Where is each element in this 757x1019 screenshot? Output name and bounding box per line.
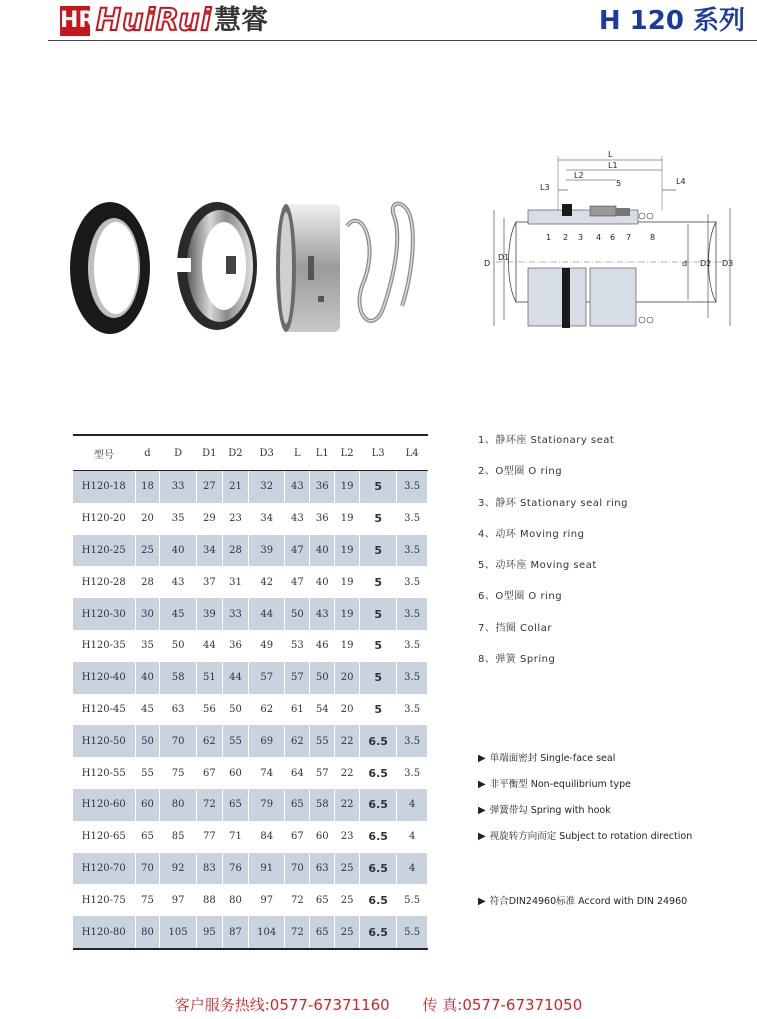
table-row	[73, 757, 428, 789]
table-cell: 50	[135, 725, 160, 757]
table-cell: 21	[222, 471, 248, 503]
part-number-8: 8	[650, 233, 656, 242]
dim-label-L: L	[608, 150, 613, 159]
table-body	[73, 471, 428, 949]
table-cell: 19	[335, 503, 360, 535]
table-cell: 80	[135, 916, 160, 949]
fax-text: 传 真:0577-67371050	[422, 996, 583, 1014]
table-cell: 69	[249, 725, 285, 757]
table-cell: 60	[222, 757, 248, 789]
table-cell: 25	[335, 853, 360, 885]
table-cell: 58	[310, 789, 335, 821]
table-cell: 3.5	[397, 662, 428, 694]
table-cell: 33	[160, 471, 196, 503]
table-cell: 77	[196, 821, 222, 853]
part-item-2: 2、O型圈 O ring	[478, 466, 563, 478]
table-cell: 40	[135, 662, 160, 694]
table-cell: H120-35	[73, 630, 135, 662]
table-cell: 3.5	[397, 566, 428, 598]
table-cell: 29	[196, 503, 222, 535]
triangle-bullet-icon: ▶	[478, 805, 486, 816]
part-item-6: 6、O型圈 O ring	[478, 591, 563, 603]
table-cell: 87	[222, 916, 248, 949]
table-cell: 55	[135, 757, 160, 789]
table-cell: 42	[249, 566, 285, 598]
table-cell: 19	[335, 535, 360, 567]
table-cell: 22	[335, 725, 360, 757]
feature-text: 弹簧带勾 Spring with hook	[489, 805, 611, 816]
table-cell: H120-60	[73, 789, 135, 821]
table-cell: 6.5	[360, 725, 397, 757]
features-list	[478, 752, 753, 856]
table-cell: H120-18	[73, 471, 135, 503]
technical-drawing	[466, 150, 736, 335]
feature-text: 非平衡型 Non-equilibrium type	[489, 779, 631, 790]
table-cell: 43	[285, 503, 310, 535]
table-cell: 47	[285, 566, 310, 598]
table-cell: 5	[360, 662, 397, 694]
table-cell: 92	[160, 853, 196, 885]
part-number-1: 1	[546, 233, 552, 242]
table-cell: H120-20	[73, 503, 135, 535]
table-cell: 35	[135, 630, 160, 662]
part-number-7: 7	[626, 233, 632, 242]
dim-label-D3: D3	[722, 259, 734, 268]
table-cell: 70	[285, 853, 310, 885]
table-cell: 67	[285, 821, 310, 853]
table-cell: 57	[310, 757, 335, 789]
table-cell: 23	[222, 503, 248, 535]
table-cell: 58	[160, 662, 196, 694]
table-cell: 70	[160, 725, 196, 757]
logo-mark: HR	[60, 6, 90, 36]
dim-label-D1: D1	[498, 253, 510, 262]
rubber-ring-image	[70, 202, 150, 334]
table-cell: 37	[196, 566, 222, 598]
table-cell: 6.5	[360, 884, 397, 916]
table-cell: 4	[397, 789, 428, 821]
table-cell: H120-40	[73, 662, 135, 694]
table-cell: 72	[285, 916, 310, 949]
part-number-5: 5	[616, 179, 622, 188]
feature-text: 单端面密封 Single-face seal	[489, 753, 616, 764]
table-cell: H120-65	[73, 821, 135, 853]
table-cell: 31	[222, 566, 248, 598]
table-cell: 6.5	[360, 821, 397, 853]
slotted-ring-image	[177, 202, 257, 330]
table-cell: H120-30	[73, 598, 135, 630]
table-row	[73, 853, 428, 885]
parts-list	[478, 434, 748, 684]
table-cell: 36	[310, 503, 335, 535]
table-row	[73, 535, 428, 567]
table-cell: 18	[135, 471, 160, 503]
table-row	[73, 821, 428, 853]
table-cell: 50	[222, 694, 248, 726]
table-cell: 25	[135, 535, 160, 567]
table-cell: 62	[285, 725, 310, 757]
dim-label-d: d	[682, 259, 688, 268]
table-cell: 56	[196, 694, 222, 726]
dim-label-L4: L4	[676, 177, 686, 186]
spec-table	[73, 434, 428, 950]
table-cell: 65	[310, 884, 335, 916]
table-cell: 47	[285, 535, 310, 567]
table-cell: 62	[196, 725, 222, 757]
col-header-D: D	[160, 435, 196, 471]
table-row	[73, 916, 428, 949]
feature-item	[478, 752, 753, 778]
table-cell: 63	[310, 853, 335, 885]
table-row	[73, 566, 428, 598]
table-cell: 57	[285, 662, 310, 694]
triangle-bullet-icon: ▶	[478, 831, 486, 842]
table-cell: 46	[310, 630, 335, 662]
table-cell: H120-25	[73, 535, 135, 567]
table-cell: 33	[222, 598, 248, 630]
part-number-2: 2	[563, 233, 569, 242]
table-cell: 80	[222, 884, 248, 916]
table-cell: 44	[249, 598, 285, 630]
table-cell: 35	[160, 503, 196, 535]
table-cell: 70	[135, 853, 160, 885]
table-cell: 32	[249, 471, 285, 503]
table-cell: 65	[222, 789, 248, 821]
table-cell: 34	[249, 503, 285, 535]
part-item-7: 7、挡圈 Collar	[478, 622, 552, 634]
table-cell: 5	[360, 630, 397, 662]
table-cell: 3.5	[397, 630, 428, 662]
table-cell: 65	[285, 789, 310, 821]
table-cell: 72	[285, 884, 310, 916]
table-cell: 25	[335, 916, 360, 949]
feature-item	[478, 830, 753, 856]
part-item-5: 5、动环座 Moving seat	[478, 560, 597, 572]
product-photo	[62, 186, 422, 346]
table-row	[73, 694, 428, 726]
table-cell: 19	[335, 598, 360, 630]
table-cell: 83	[196, 853, 222, 885]
table-cell: 50	[285, 598, 310, 630]
table-cell: 97	[160, 884, 196, 916]
table-cell: 3.5	[397, 535, 428, 567]
part-number-4: 4	[596, 233, 602, 242]
table-header-row	[73, 435, 428, 471]
table-cell: 20	[135, 503, 160, 535]
table-cell: 63	[160, 694, 196, 726]
col-header-L1: L1	[310, 435, 335, 471]
part-number-6: 6	[610, 233, 616, 242]
table-cell: 60	[310, 821, 335, 853]
col-header-L: L	[285, 435, 310, 471]
brand-name-en: HuiRui	[96, 3, 212, 38]
table-cell: 28	[222, 535, 248, 567]
table-cell: 3.5	[397, 694, 428, 726]
col-header-L2: L2	[335, 435, 360, 471]
col-header-D2: D2	[222, 435, 248, 471]
table-cell: 62	[249, 694, 285, 726]
table-cell: 43	[160, 566, 196, 598]
table-cell: 65	[310, 916, 335, 949]
table-cell: 44	[222, 662, 248, 694]
table-cell: 54	[310, 694, 335, 726]
dim-label-D2: D2	[700, 259, 712, 268]
table-cell: 75	[135, 884, 160, 916]
table-row	[73, 598, 428, 630]
table-row	[73, 471, 428, 503]
table-cell: H120-28	[73, 566, 135, 598]
table-cell: 39	[196, 598, 222, 630]
table-cell: 45	[160, 598, 196, 630]
table-cell: 71	[222, 821, 248, 853]
triangle-bullet-icon: ▶	[478, 779, 486, 790]
table-cell: 55	[310, 725, 335, 757]
table-cell: 74	[249, 757, 285, 789]
table-cell: 23	[335, 821, 360, 853]
part-item-8: 8、弹簧 Spring	[478, 654, 556, 666]
table-cell: 88	[196, 884, 222, 916]
table-cell: 5	[360, 471, 397, 503]
table-cell: 80	[160, 789, 196, 821]
series-title: H 120 系列	[598, 6, 745, 36]
table-cell: 19	[335, 630, 360, 662]
table-cell: 5.5	[397, 916, 428, 949]
table-cell: 5	[360, 535, 397, 567]
dim-label-L2: L2	[574, 171, 584, 180]
table-cell: H120-50	[73, 725, 135, 757]
table-cell: 5	[360, 694, 397, 726]
table-cell: 104	[249, 916, 285, 949]
table-cell: 61	[285, 694, 310, 726]
table-cell: 39	[249, 535, 285, 567]
table-cell: 30	[135, 598, 160, 630]
standard-note	[478, 893, 687, 907]
hotline-text: 客户服务热线:0577-67371160	[174, 996, 390, 1014]
table-row	[73, 662, 428, 694]
table-cell: 6.5	[360, 757, 397, 789]
table-cell: 6.5	[360, 916, 397, 949]
col-header-d: d	[135, 435, 160, 471]
part-item-3: 3、静环 Stationary seal ring	[478, 497, 628, 509]
table-cell: 40	[160, 535, 196, 567]
dim-label-D: D	[484, 259, 491, 268]
table-cell: 5.5	[397, 884, 428, 916]
table-cell: 60	[135, 789, 160, 821]
table-cell: 53	[285, 630, 310, 662]
table-row	[73, 789, 428, 821]
table-cell: 105	[160, 916, 196, 949]
table-cell: 4	[397, 821, 428, 853]
table-cell: 28	[135, 566, 160, 598]
table-cell: H120-55	[73, 757, 135, 789]
table-row	[73, 630, 428, 662]
table-cell: 6.5	[360, 789, 397, 821]
table-cell: 64	[285, 757, 310, 789]
table-cell: 40	[310, 535, 335, 567]
table-cell: 5	[360, 503, 397, 535]
spring-image	[347, 204, 413, 321]
col-header-D3: D3	[249, 435, 285, 471]
table-cell: 44	[196, 630, 222, 662]
table-cell: 49	[249, 630, 285, 662]
table-cell: 75	[160, 757, 196, 789]
header-divider	[48, 40, 757, 41]
table-cell: H120-80	[73, 916, 135, 949]
table-cell: H120-45	[73, 694, 135, 726]
standard-text: 符合DIN24960标准 Accord with DIN 24960	[489, 896, 688, 907]
table-row	[73, 503, 428, 535]
table-cell: 67	[196, 757, 222, 789]
table-cell: 43	[285, 471, 310, 503]
col-header-L4: L4	[397, 435, 428, 471]
table-cell: 3.5	[397, 598, 428, 630]
table-cell: 65	[135, 821, 160, 853]
page-header	[0, 0, 757, 44]
table-row	[73, 725, 428, 757]
table-cell: 84	[249, 821, 285, 853]
table-cell: 25	[335, 884, 360, 916]
table-row	[73, 884, 428, 916]
feature-item	[478, 804, 753, 830]
table-cell: 36	[222, 630, 248, 662]
table-cell: 57	[249, 662, 285, 694]
table-cell: 3.5	[397, 725, 428, 757]
table-cell: 3.5	[397, 757, 428, 789]
table-cell: 6.5	[360, 853, 397, 885]
part-item-1: 1、静环座 Stationary seat	[478, 435, 615, 446]
table-cell: 19	[335, 566, 360, 598]
triangle-bullet-icon: ▶	[478, 896, 486, 907]
feature-text: 视旋转方向而定 Subject to rotation direction	[489, 831, 693, 842]
seal-seat-image	[276, 204, 340, 332]
table-cell: 97	[249, 884, 285, 916]
table-cell: 43	[310, 598, 335, 630]
table-cell: 91	[249, 853, 285, 885]
table-cell: 55	[222, 725, 248, 757]
table-cell: 79	[249, 789, 285, 821]
table-cell: 34	[196, 535, 222, 567]
table-cell: H120-75	[73, 884, 135, 916]
table-cell: 5	[360, 598, 397, 630]
col-header-D1: D1	[196, 435, 222, 471]
table-cell: 72	[196, 789, 222, 821]
table-cell: 76	[222, 853, 248, 885]
table-cell: 22	[335, 789, 360, 821]
triangle-bullet-icon: ▶	[478, 753, 486, 764]
part-item-4: 4、动环 Moving ring	[478, 528, 585, 540]
table-cell: 20	[335, 662, 360, 694]
table-cell: 45	[135, 694, 160, 726]
table-cell: 50	[160, 630, 196, 662]
feature-item	[478, 778, 753, 804]
brand-name-cn: 慧睿	[214, 5, 268, 36]
part-number-3: 3	[578, 233, 584, 242]
table-cell: 19	[335, 471, 360, 503]
table-cell: 40	[310, 566, 335, 598]
table-cell: H120-70	[73, 853, 135, 885]
col-header-L3: L3	[360, 435, 397, 471]
table-cell: 20	[335, 694, 360, 726]
table-cell: 51	[196, 662, 222, 694]
table-cell: 50	[310, 662, 335, 694]
dim-label-L1: L1	[608, 161, 618, 170]
page-footer	[0, 994, 757, 1015]
table-cell: 4	[397, 853, 428, 885]
table-cell: 5	[360, 566, 397, 598]
table-cell: 22	[335, 757, 360, 789]
col-header-model: 型号	[73, 435, 135, 471]
table-cell: 36	[310, 471, 335, 503]
dim-label-L3: L3	[540, 183, 550, 192]
table-cell: 3.5	[397, 471, 428, 503]
table-cell: 95	[196, 916, 222, 949]
table-cell: 27	[196, 471, 222, 503]
table-cell: 85	[160, 821, 196, 853]
table-cell: 3.5	[397, 503, 428, 535]
